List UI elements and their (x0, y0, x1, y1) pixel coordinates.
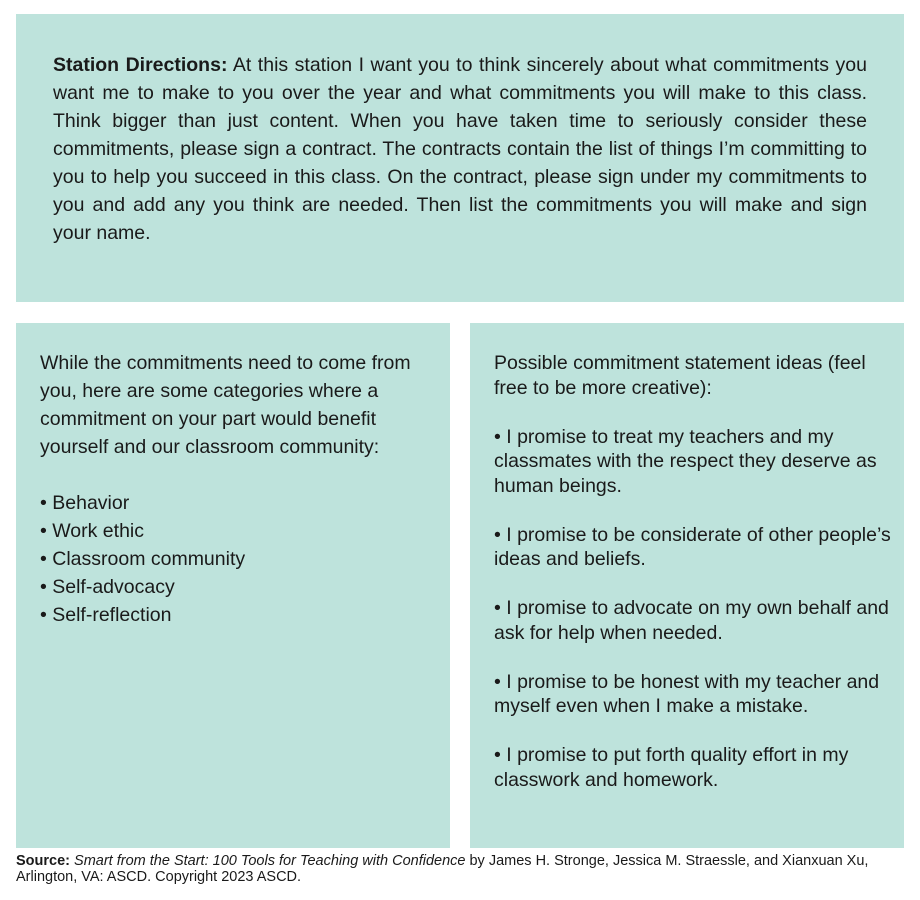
source-title: Smart from the Start: 100 Tools for Teaching with Confidence (74, 853, 466, 869)
source-details: by James H. Stronge, Jessica M. Straessle, and Xianxuan Xu, Arlington, VA: ASCD. Copyright 2023 ASCD. (16, 853, 869, 885)
categories-list (40, 489, 430, 629)
list-item: • Behavior (40, 492, 130, 514)
station-directions-panel (16, 14, 904, 302)
ideas-intro: Possible commitment statement ideas (feel free to be more creative): (494, 352, 866, 399)
list-item: • I promise to treat my teachers and my classmates with the respect they deserve as human beings. (494, 425, 877, 497)
source-citation (16, 853, 916, 885)
list-item: • I promise to be honest with my teacher and myself even when I make a mistake. (494, 670, 880, 717)
list-item: • Self-advocacy (40, 576, 175, 598)
list-item: • Classroom community (40, 548, 246, 570)
source-label: Source: (16, 853, 70, 869)
directions-body: At this station I want you to think sincerely about what commitments you want me to make to you over the year and what commitments you will make to this class. Think bigger than just content. When you have taken time to seriously consider these commitments, please sign a contract. The contracts contain the list of things I’m committing to you to help you succeed in this class. On the contract, please sign under my commitments to you and add any you think are needed. Then list the commitments you will make and sign your name. (53, 54, 867, 244)
directions-label: Station Directions: (53, 54, 228, 76)
list-item: • Self-reflection (40, 604, 172, 626)
list-item: • I promise to be considerate of other people’s ideas and beliefs. (494, 523, 891, 570)
list-item: • I promise to advocate on my own behalf and ask for help when needed. (494, 597, 889, 644)
list-item: • I promise to put forth quality effort in my classwork and homework. (494, 744, 849, 791)
categories-intro: While the commitments need to come from you, here are some categories where a commitment on your part would benefit yourself and our classroom community: (40, 352, 411, 458)
station-directions-text (53, 51, 867, 247)
ideas-panel (470, 323, 904, 848)
list-item: • Work ethic (40, 520, 144, 542)
categories-panel (16, 323, 450, 848)
